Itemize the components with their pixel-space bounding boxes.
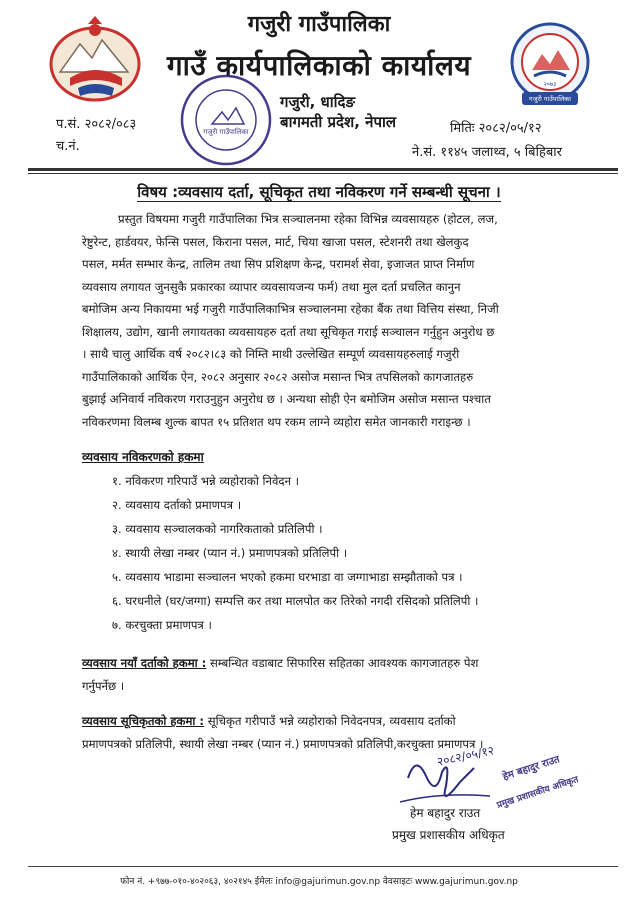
header-divider bbox=[28, 168, 618, 171]
reference-number: प.सं. २०८२/०८३ bbox=[56, 117, 137, 132]
signature-icon bbox=[380, 738, 610, 838]
svg-text:२०८२/०५/१२: २०८२/०५/१२ bbox=[435, 743, 496, 769]
listing-heading: व्यवसाय सूचिकृतको हकमा : bbox=[82, 714, 205, 728]
paragraph-line: । साथै चालु आर्थिक वर्ष २०८२।८३ को निम्ति माथी उल्लेखित सम्पूर्ण व्यवसायहरुलाई गजुरी bbox=[82, 347, 460, 361]
signatory-title: प्रमुख प्रशासकीय अधिकृत bbox=[392, 828, 505, 842]
office-name: गाउँ कार्यपालिकाको कार्यालय bbox=[166, 49, 472, 82]
paragraph-line: प्रस्तुत विषयमा गजुरी गाउँपालिका भित्र सञ्चालनमा रहेका विभिन्न व्यवसायहरु (होटल, लज, bbox=[118, 212, 498, 226]
renewal-item: १. नविकरण गरिपाउँ भन्ने व्यहोराको निवेदन । bbox=[112, 474, 300, 488]
paragraph-line: नविकरणमा विलम्ब शुल्क बापत १५ प्रतिशत थप रकम लाग्ने व्यहोरा समेत जानकारी गराइन्छ । bbox=[82, 414, 471, 429]
renewal-item: ७. करचुक्ता प्रमाणपत्र । bbox=[112, 618, 212, 632]
paragraph-line: रेष्टुरेन्ट, हार्डवयर, फेन्सि पसल, किराना पसल, मार्ट, चिया खाजा पसल, स्टेशनरी तथा खेलकुद bbox=[82, 234, 469, 249]
svg-text:गजुरी गाउँपालिका: गजुरी गाउँपालिका bbox=[529, 95, 571, 103]
header-divider-thin bbox=[28, 173, 618, 174]
renewal-heading: व्यवसाय नविकरणको हकमा bbox=[82, 450, 204, 464]
office-stamp-icon bbox=[178, 72, 274, 168]
svg-text:प्रमुख प्रशासकीय अधिकृत: प्रमुख प्रशासकीय अधिकृत bbox=[495, 775, 580, 811]
svg-text:२०७३: २०७३ bbox=[543, 81, 557, 88]
new-registration-section bbox=[82, 652, 612, 697]
listing-text-2: प्रमाणपत्रको प्रतिलिपी, स्थायी लेखा नम्बर (प्यान नं.) प्रमाणपत्रको प्रतिलिपी,करचुक्ता प्रमाणपत्र । bbox=[82, 736, 484, 751]
svg-text:हेम बहादुर राउत: हेम बहादुर राउत bbox=[501, 754, 562, 783]
paragraph-line: शिक्षालय, उद्योग, खानी लगायतका व्यवसायहरु दर्ता तथा सूचिकृत गराई सञ्चालन गर्नुहुन अनुरोध छ bbox=[82, 324, 495, 339]
footer-divider bbox=[28, 866, 618, 867]
renewal-item: ६. घरधनीले (घर/जग्गा) सम्पत्ति कर तथा मालपोत कर तिरेको नगदी रसिदको प्रतिलिपी । bbox=[112, 594, 479, 608]
new-registration-text-2: गर्नुपर्नेछ । bbox=[82, 678, 125, 693]
renewal-item: ३. व्यवसाय सञ्चालकको नागरिकताको प्रतिलिपी । bbox=[112, 522, 323, 536]
notice-paragraph bbox=[82, 208, 612, 433]
paragraph-line: बमोजिम अन्य निकायमा भई गजुरी गाउँपालिकाभित्र सञ्चालनमा रहेका बैंक तथा वित्तिय संस्था, निजी bbox=[82, 302, 499, 316]
nepal-samvat-date: ने.सं. ११४५ जलाथ्व, ५ बिहिबार bbox=[412, 145, 562, 160]
renewal-item: २. व्यवसाय दर्ताको प्रमाणपत्र । bbox=[112, 498, 242, 512]
new-registration-text: सम्बन्धित वडाबाट सिफारिस सहितका आवश्यक कागजातहरु पेश bbox=[210, 656, 479, 670]
renewal-item: ५. व्यवसाय भाडामा सञ्चालन भएको हकमा घरभाडा वा जग्गाभाडा सम्झौताको पत्र । bbox=[112, 570, 463, 584]
renewal-item: ४. स्थायी लेखा नम्बर (प्यान नं.) प्रमाणपत्रको प्रतिलिपी । bbox=[112, 546, 348, 560]
listing-text: सूचिकृत गरीपाउँ भन्ने व्यहोराको निवेदनपत्र, व्यवसाय दर्ताको bbox=[207, 714, 456, 728]
paragraph-line: पसल, मर्मत सम्भार केन्द्र, तालिम तथा सिप प्रशिक्षण केन्द्र, परामर्श सेवा, इजाजत प्राप्त निर्माण bbox=[82, 257, 475, 271]
svg-text:गजुरी गाउँपालिका: गजुरी गाउँपालिका bbox=[203, 128, 249, 136]
notice-subject: विषय :व्यवसाय दर्ता, सूचिकृत तथा नविकरण गर्ने सम्बन्धी सूचना । bbox=[137, 183, 501, 201]
signatory-name: हेम बहादुर राउत bbox=[410, 806, 481, 820]
new-registration-heading: व्यवसाय नयाँ दर्ताको हकमा : bbox=[82, 656, 207, 670]
issue-date: मितिः २०८२/०५/१२ bbox=[450, 121, 542, 136]
dispatch-number: च.नं. bbox=[56, 139, 80, 154]
paragraph-line: गाउँपालिकाको आर्थिक ऐन, २०८२ अनुसार २०८२ असोज मसान्त भित्र तपसिलको कागजातहरु bbox=[82, 369, 474, 384]
address-line-1: गजुरी, धादिङ bbox=[280, 93, 356, 111]
paragraph-line: व्यवसाय लगायत जुनसुकै प्रकारका व्यापार व्यवसायजन्य फर्म) तथा मुल दर्ता प्रचलित कानुन bbox=[82, 279, 461, 294]
address-line-2: बागमती प्रदेश, नेपाल bbox=[280, 113, 397, 131]
org-name: गजुरी गाउँपालिका bbox=[247, 12, 391, 37]
footer-contact: फोन नं. +९७७-०१०-४०२०६३, ४०२१४५ ईमेलः info@gajurimun.gov.np वेवसाइटः www.gajurimun.gov.np bbox=[120, 877, 518, 887]
paragraph-line: बुझाई अनिवार्य नविकरण गराउनुहुन अनुरोध छ । अन्यथा सोही ऐन बमोजिम असोज मसान्त पश्चात bbox=[82, 392, 491, 406]
